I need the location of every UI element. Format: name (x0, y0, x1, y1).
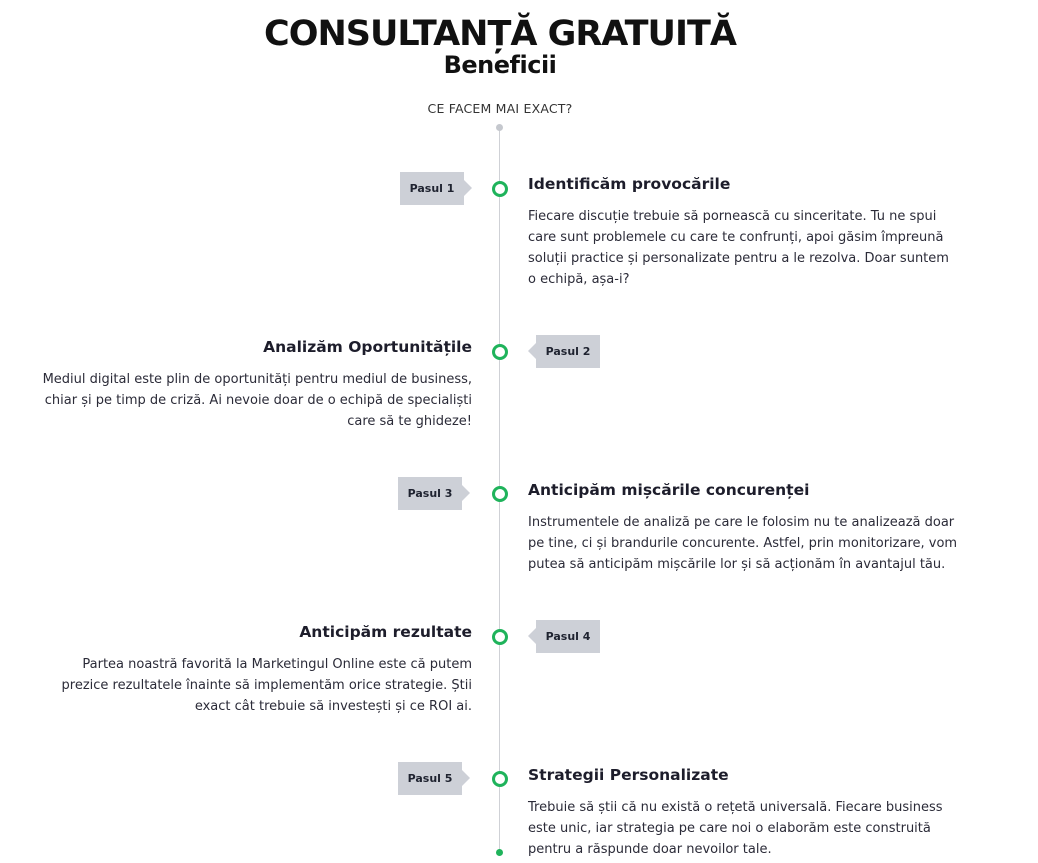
page-subtitle: Beneficii (443, 51, 557, 79)
step-3-text: Instrumentele de analiză pe care le folosim nu te analizează doar pe tine, ci și brandurile concurente. Astfel, prin monitorizare, vom putea să anticipăm mișcările lor și să acționăm în avantajul tău. (528, 515, 958, 572)
step-1-node-icon (492, 181, 508, 197)
step-5-tag: Pasul 5 (398, 762, 462, 795)
step-5-title: Strategii Personalizate (528, 766, 729, 784)
section-eyebrow: CE FACEM MAI EXACT? (427, 101, 573, 116)
page-title: CONSULTANȚĂ GRATUITĂ (264, 14, 736, 54)
step-4-tag: Pasul 4 (536, 620, 600, 653)
step-5-text: Trebuie să știi că nu există o rețetă universală. Fiecare business este unic, iar strategia pe care noi o elaborăm este construită pentru a răspunde doar nevoilor tale. (528, 800, 943, 857)
step-5-node-icon (492, 771, 508, 787)
step-1-text: Fiecare discuție trebuie să pornească cu sinceritate. Tu ne spui care sunt problemele cu care te confrunți, apoi găsim împreună soluții practice și personalizate pentru a le rezolva. Doar suntem o echipă, așa-i? (528, 209, 949, 287)
step-2-title: Analizăm Oportunitățile (263, 338, 472, 356)
step-1-content (528, 174, 960, 290)
step-5-content (528, 765, 960, 860)
step-4-text: Partea noastră favorită la Marketingul Online este că putem prezice rezultatele înainte să implementăm orice strategie. Știi exact cât trebuie să investești și ce ROI ai. (61, 657, 472, 714)
step-3-content (528, 480, 960, 575)
step-1-title: Identificăm provocările (528, 175, 731, 193)
step-4-node-icon (492, 629, 508, 645)
step-4-content (40, 622, 472, 717)
step-3-tag: Pasul 3 (398, 477, 462, 510)
step-3-node-icon (492, 486, 508, 502)
step-2-text: Mediul digital este plin de oportunități pentru mediul de business, chiar și pe timp de criză. Ai nevoie doar de o echipă de specialiști care să te ghideze! (42, 372, 472, 429)
step-3-title: Anticipăm mișcările concurenței (528, 481, 810, 499)
timeline-start-dot (496, 124, 503, 131)
step-4-title: Anticipăm rezultate (299, 623, 472, 641)
step-2-content (40, 337, 472, 432)
timeline-end-dot (496, 849, 503, 856)
step-2-tag: Pasul 2 (536, 335, 600, 368)
step-2-node-icon (492, 344, 508, 360)
step-1-tag: Pasul 1 (400, 172, 464, 205)
